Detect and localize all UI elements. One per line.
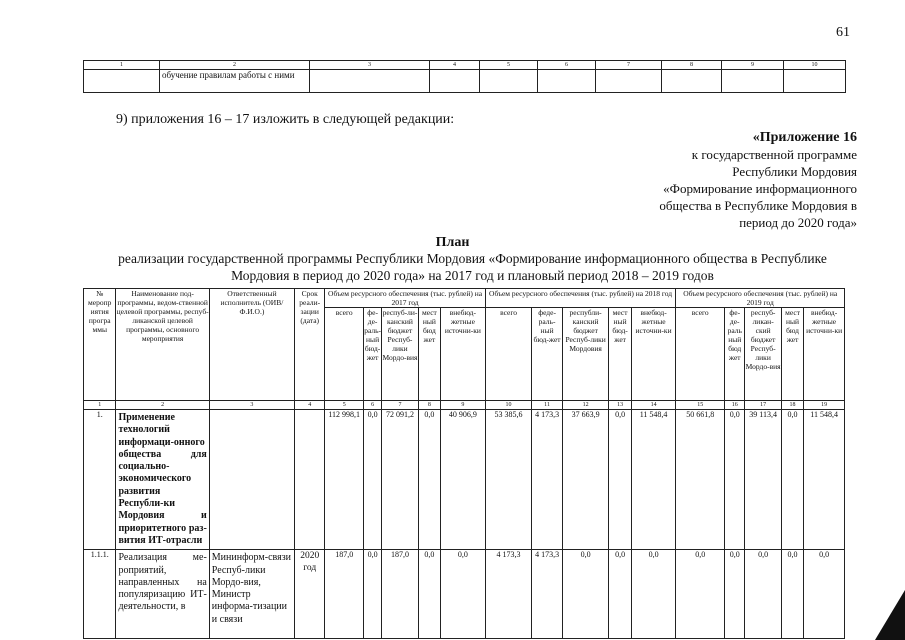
header-local: мест ный бюд-жет — [609, 308, 631, 401]
header-federal: фе-де-раль-ный бюд-жет — [363, 308, 381, 401]
col-number: 7 — [382, 401, 419, 410]
continuation-table — [83, 60, 846, 93]
col-number: 6 — [538, 61, 596, 70]
header-group-2019: Объем ресурсного обеспечения (тыс. рублей) на 2019 год — [676, 289, 845, 308]
header-federal: феде-раль-ный бюд-жет — [532, 308, 562, 401]
col-number: 2 — [160, 61, 310, 70]
col-number: 9 — [441, 401, 486, 410]
plan-table — [83, 288, 845, 639]
row-value: 4 173,3 — [532, 410, 562, 550]
col-number: 12 — [562, 401, 609, 410]
col-number: 15 — [676, 401, 725, 410]
row-value: 39 113,4 — [745, 410, 782, 550]
header-total: всего — [325, 308, 364, 401]
col-number: 4 — [295, 401, 325, 410]
row-value: 37 663,9 — [562, 410, 609, 550]
header-group-2017: Объем ресурсного обеспечения (тыс. рублей) на 2017 год — [325, 289, 485, 308]
header-local: мест ный бюд жет — [418, 308, 440, 401]
row-value: 0,0 — [609, 550, 631, 639]
appendix-line: общества в Республике Мордовия в — [659, 198, 857, 213]
row-value: 0,0 — [676, 550, 725, 639]
row-value: 4 173,3 — [485, 550, 532, 639]
appendix-line: Республики Мордовия — [732, 164, 857, 179]
page-number: 61 — [836, 25, 850, 40]
row-text: обучение правилам работы с ними — [160, 70, 310, 93]
header-group-2018: Объем ресурсного обеспечения (тыс. рублей) на 2018 год — [485, 289, 676, 308]
row-value: 0,0 — [725, 550, 745, 639]
row-value: 0,0 — [631, 550, 676, 639]
header-extra: внебюд-жетные источни-ки — [441, 308, 486, 401]
col-number: 10 — [784, 61, 846, 70]
col-number: 18 — [781, 401, 803, 410]
instruction-text: 9) приложения 16 – 17 изложить в следующей редакции: — [116, 112, 455, 127]
col-number: 5 — [480, 61, 538, 70]
header-republic: респуб-ликан-ский бюджет Респуб-лики Мордо-вия — [745, 308, 782, 401]
col-number: 3 — [310, 61, 430, 70]
row-value: 187,0 — [382, 550, 419, 639]
col-number: 11 — [532, 401, 562, 410]
table-row — [84, 550, 845, 639]
header-name: Наименование под-программы, ведом-ственной целевой программы, респуб-ликанской целевой программы, основного мероприятия — [116, 289, 209, 401]
appendix-line: период до 2020 года» — [739, 215, 857, 230]
row-value: 11 548,4 — [631, 410, 676, 550]
col-number: 8 — [662, 61, 722, 70]
header-executor: Ответственный исполнитель (ОИВ/Ф.И.О.) — [209, 289, 294, 401]
row-value: 187,0 — [325, 550, 364, 639]
plan-subtitle: реализации государственной программы Республики Мордовия «Формирование информационного общества в Республике Мордовия в период до 2020 года» на 2017 год и плановый период 2018 – 2019 годов — [118, 251, 827, 283]
col-number: 2 — [116, 401, 209, 410]
page-corner-mark — [875, 590, 905, 640]
row-value: 72 091,2 — [382, 410, 419, 550]
col-number: 3 — [209, 401, 294, 410]
header-num: № меропр иятия програ ммы — [84, 289, 116, 401]
column-number-row — [84, 401, 845, 410]
row-value: 0,0 — [363, 410, 381, 550]
header-federal: фе-де-раль ный бюд жет — [725, 308, 745, 401]
appendix-line: «Формирование информационного — [663, 181, 857, 196]
col-number: 8 — [418, 401, 440, 410]
row-value: 112 998,1 — [325, 410, 364, 550]
table-row — [84, 410, 845, 550]
header-extra: внебюд-жетные источни-ки — [631, 308, 676, 401]
col-number: 16 — [725, 401, 745, 410]
header-total: всего — [676, 308, 725, 401]
row-num: 1. — [84, 410, 116, 550]
row-name: Реализация ме-роприятий, направленных на популяризацию ИТ-деятельности, в — [116, 550, 209, 639]
row-value: 0,0 — [441, 550, 486, 639]
appendix-heading — [597, 129, 857, 231]
header-republic: республи-канский бюджет Респуб-лики Мордовия — [562, 308, 609, 401]
col-number: 1 — [84, 401, 116, 410]
row-term — [295, 410, 325, 550]
row-value: 0,0 — [418, 550, 440, 639]
col-number: 13 — [609, 401, 631, 410]
row-value: 53 385,6 — [485, 410, 532, 550]
col-number: 1 — [84, 61, 160, 70]
row-value: 4 173,3 — [532, 550, 562, 639]
row-value: 0,0 — [725, 410, 745, 550]
row-value: 0,0 — [363, 550, 381, 639]
header-row — [84, 289, 845, 308]
row-value: 0,0 — [781, 550, 803, 639]
row-value: 0,0 — [804, 550, 845, 639]
header-total: всего — [485, 308, 532, 401]
row-value: 0,0 — [562, 550, 609, 639]
col-number: 9 — [722, 61, 784, 70]
col-number: 6 — [363, 401, 381, 410]
header-republic: респуб-ли-канский бюджет Респуб-лики Мордо-вия — [382, 308, 419, 401]
col-number: 10 — [485, 401, 532, 410]
column-number-row — [84, 61, 846, 70]
row-term: 2020 год — [295, 550, 325, 639]
header-local: мест ный бюд жет — [781, 308, 803, 401]
col-number: 5 — [325, 401, 364, 410]
col-number: 19 — [804, 401, 845, 410]
row-executor: Мининформ-связи Респуб-лики Мордо-вия, Министр информа-тизации и связи — [209, 550, 294, 639]
row-num: 1.1.1. — [84, 550, 116, 639]
row-value: 0,0 — [418, 410, 440, 550]
row-value: 0,0 — [781, 410, 803, 550]
header-extra: внебюд-жетные источни-ки — [804, 308, 845, 401]
table-row — [84, 70, 846, 93]
row-executor — [209, 410, 294, 550]
col-number: 17 — [745, 401, 782, 410]
appendix-line: к государственной программе — [691, 147, 857, 162]
row-name: Применение технологий информаци-онного общества для социально-экономического развития Республи-ки Мордовия и приоритетного раз-вития ИТ-отрасли — [116, 410, 209, 550]
row-value: 0,0 — [745, 550, 782, 639]
row-value: 0,0 — [609, 410, 631, 550]
row-value: 11 548,4 — [804, 410, 845, 550]
plan-title: План — [435, 235, 470, 250]
col-number: 4 — [430, 61, 480, 70]
appendix-title: «Приложение 16 — [752, 130, 857, 145]
col-number: 14 — [631, 401, 676, 410]
row-value: 50 661,8 — [676, 410, 725, 550]
row-value: 40 906,9 — [441, 410, 486, 550]
col-number: 7 — [596, 61, 662, 70]
header-term: Срок реали-зации (дата) — [295, 289, 325, 401]
